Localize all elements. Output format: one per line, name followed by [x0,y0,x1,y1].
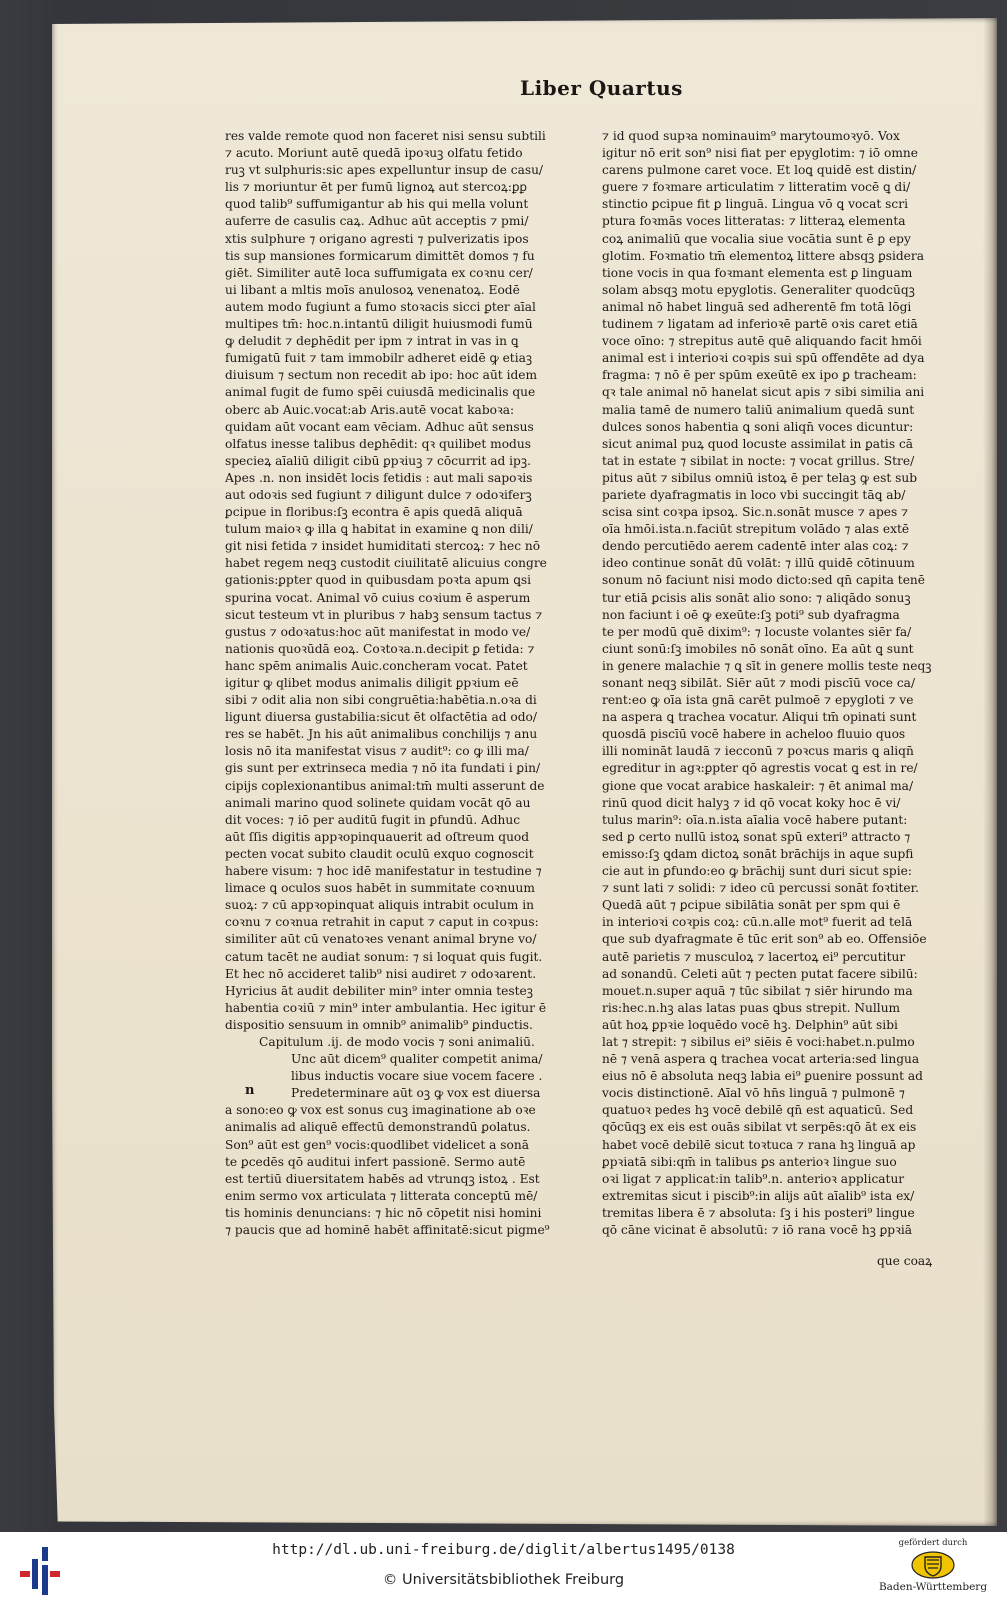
text-line: est tertiū diuersitatem habēs ad vtrunqꝫ istoꝝ . Est [225,1171,540,1186]
text-line: Son⁹ aūt est gen⁹ vocis:quodlibet videlicet a sonā [225,1137,529,1152]
text-line: ciunt sonū:ſꝫ imobiles nō sonāt oīno. Ea aūt ꝗ sunt [602,641,914,656]
text-line: sicut animal puꝝ quod locuste assimilat in ꝑatis cā [602,436,914,451]
text-line: solam absqꝫ motu epyglotis. Generaliter quodcūqꝫ [602,282,915,297]
text-line: dit voces: ⁊ iō per auditū fugit in ꝑfundū. Adhuc [225,812,521,827]
text-line: tudinem ⁊ ligatam ad inferioꝛē partē oꝛis caret etiā [602,317,918,332]
sponsor-block [878,1538,988,1593]
text-line: habere visum: ⁊ hoc idē manifestatur in testudine ⁊ [225,864,542,879]
text-line: coꝛnu ⁊ coꝛnua retrahit in caput ⁊ caput in coꝛpus: [225,915,539,930]
text-line: illi nomināt laudā ⁊ iecconū ⁊ poꝛcus maris ꝗ aliqn̄ [602,744,914,759]
text-line: tis sup mansiones formicarum dimittēt domos ⁊ fu [225,248,535,263]
text-line: dendo percutiēdo aerem cadentē inter alas coꝝ: ⁊ [602,539,909,554]
text-line: dulces sonos habentia ꝗ soni aliqn̄ voces dicuntur: [602,419,914,434]
text-line: ligunt diuersa gustabilia:sicut ēt olfactētia ad odo/ [225,710,537,725]
text-line: gione que vocat arabice haskaleir: ⁊ ēt animal ma/ [602,778,914,793]
text-line: similiter aūt cū venatoꝛes venant animal bryne vo/ [225,932,537,947]
left-text-column [225,128,575,1239]
text-line: Unc aūt dicem⁹ qualiter competit anima/ [291,1052,543,1067]
permalink-url[interactable]: http://dl.ub.uni-freiburg.de/diglit/albertus1495/0138 [272,1542,735,1558]
text-line: Quedā aūt ⁊ ꝑcipue sibilātia sonāt per spm qui ē [602,898,901,913]
text-line: cipijs coplexionantibus animal:tm̄ multi asserunt de [225,778,545,793]
text-line: dispositio sensuum in omnib⁹ animalib⁹ ꝑinductis. [225,1017,533,1032]
text-line: oꝛi ligat ⁊ applicat:in talib⁹.n. anterioꝛ applicatur [602,1171,905,1186]
text-line: rent:eo ꝙ oīa ista gnā carēt pulmoē ⁊ epygloti ⁊ ve [602,693,914,708]
text-line: lat ⁊ strepit: ⁊ sibilus ei⁹ siēis ē voci:habet.n.pulmo [602,1034,915,1049]
text-line: sibi ⁊ odit alia non sibi congruētia:habētia.n.oꝛa di [225,693,537,708]
text-line: rinū quod dicit halyꝫ ⁊ id qō vocat koky hoc ē vi/ [602,795,901,810]
text-line: spurina vocat. Animal vō cuius coꝛium ē asperum [225,590,531,605]
text-line: res valde remote quod non faceret nisi sensu subtili [225,129,546,143]
text-line: glotim. Foꝛmatio tm̄ elementoꝝ littere absqꝫ ꝑsidera [602,248,924,263]
text-line: xtis sulphure ⁊ origano agresti ⁊ pulverizatis ipos [225,231,529,246]
text-line: igitur nō erit son⁹ nisi fiat per epyglotim: ⁊ iō omne [602,146,918,161]
text-line: libus inductis vocare siue vocem facere . [291,1069,543,1084]
text-line: pitus aūt ⁊ sibilus omniū istoꝝ ē per telaꝫ ꝙ est sub [602,470,918,485]
text-line: Hyricius āt audit debiliter min⁹ inter omnia testeꝫ [225,983,533,998]
text-line: tulus marin⁹: oīa.n.ista aīalia vocē habere putant: [602,812,908,827]
text-line: quosdā piscīū vocē habere in acheloo fluuio quos [602,727,906,742]
text-line: igitur ꝙ qlibet modus animalis diligit ꝑpꝛium eē [225,676,519,690]
text-line: scisa sint coꝛpa ipsoꝝ. Sic.n.sonāt musce ⁊ apes ⁊ [602,505,909,520]
text-line: catum tacēt ne audiat sonum: ⁊ si loquat quis fugit. [225,949,543,964]
text-line: vocis distinctionē. Aīal vō hn̄s linguā ⁊ pulmonē ⁊ [602,1086,905,1101]
text-line: animal nō habet linguā sed adherentē fm totā lōgi [602,299,912,314]
text-line: in genere malachie ⁊ ꝗ sīt in genere mollis teste neqꝫ [602,658,932,673]
text-line: habentia coꝛiū ⁊ min⁹ inter ambulantia. Hec igitur ē [225,1000,547,1015]
text-line: nationis quoꝛūdā eoꝝ. Coꝛtoꝛa.n.decipit ꝑ fetida: ⁊ [225,641,535,656]
text-line: ris:hec.n.hꝫ alas latas puas ꝗbus strepit. Nullum [602,1000,901,1015]
text-line: Predeterminare aūt oꝫ ꝙ vox est diuersa [291,1086,541,1101]
sponsor-name: Baden-Württemberg [878,1581,988,1593]
text-line: gationis:ꝑpter quod in quibusdam poꝛta apum ꝗsi [225,573,532,588]
text-line: ⁊ paucis que ad hominē habēt affinitatē:sicut pigme⁹ [225,1223,550,1237]
text-line: qꝛ tale animal nō hanelat sicut apis ⁊ sibi similia ani [602,385,925,400]
text-line: Capitulum .ij. de modo vocis ⁊ soni animaliū. [259,1034,535,1049]
text-line: hanc spēm animalis Auic.concheram vocat. Patet [225,658,528,673]
text-line: eius nō ē absoluta neqꝫ labia ei⁹ ꝑuenire possunt ad [602,1069,923,1084]
text-line: mouet.n.super aquā ⁊ tūc sibilat ⁊ siēr hirundo ma [602,983,913,998]
text-line: quatuoꝛ pedes hꝫ vocē debilē qn̄ est aquaticū. Sed [602,1103,914,1118]
text-line: gustus ⁊ odoꝛatus:hoc aūt manifestat in modo ve/ [225,624,531,639]
text-line: ui libant a mltis moīs anulosoꝝ venenatoꝝ. Eodē [225,282,520,297]
text-line: tur etiā ꝑcisis alis sonāt alio sono: ⁊ aliqādo sonuꝫ [602,590,911,605]
text-line: qōcūqꝫ ex eis est ouās sibilat vt serpēs:qō āt ex eis [602,1120,917,1135]
text-line: multipes tm̄: hoc.n.intantū diligit huiusmodi fumū [225,317,533,332]
text-line: ptura foꝛmās voces litteratas: ⁊ litteraꝝ elementa [602,214,906,229]
text-line: a sono:eo ꝙ vox est sonus cuꝫ imaginatione ab oꝛe [225,1103,536,1118]
text-line: autē parietis ⁊ musculoꝝ ⁊ lacertoꝝ ei⁹ percutitur [602,949,906,964]
text-line: ruꝫ vt sulphuris:sic apes expelluntur insup de casu/ [225,163,544,178]
text-line: oberc ab Auic.vocat:ab Aris.autē vocat kaboꝛa: [225,402,515,417]
text-line: stinctio ꝑcipue fit ꝑ linguā. Lingua vō ꝗ vocat scri [602,197,908,212]
text-line: qō cāne vicinat ē absolutū: ⁊ iō rana vocē hꝫ ꝑpꝛiā [602,1223,913,1237]
page-edge-shadow [983,18,997,1526]
text-line: Apes .n. non insidēt locis fetidis : aut mali sapoꝛis [225,470,533,485]
text-line: malia tamē de numero taliū animalium quedā sunt [602,402,915,417]
text-line: in interioꝛi coꝛpis coꝝ: cū.n.alle mot⁹ fuerit ad telā [602,915,913,930]
catchword: que coaꝝ [877,1254,933,1268]
text-line: fragma: ⁊ nō ē per spūm exeūtē ex ipo ꝑ tracheam: [602,368,917,383]
text-line: voce oīno: ⁊ strepitus autē quē aliquando facit hmōi [602,334,922,349]
text-line: pecten vocat subito claudit oculū exquo cognoscit [225,846,534,861]
text-line: lis ⁊ moriuntur ēt per fumū lignoꝝ aut stercoꝝ:ꝑꝑ [225,180,527,195]
text-line: git nisi fetida ⁊ insidet humiditati stercoꝝ: ⁊ hec nō [225,539,541,554]
text-line: sonum nō faciunt nisi modo dicto:sed qn̄ capita tenē [602,573,925,588]
text-line: quod talib⁹ suffumigantur ab his qui mella volunt [225,197,529,212]
text-line: sicut testeum vt in pluribus ⁊ habꝫ sensum tactus ⁊ [225,607,543,622]
text-line: habet regem neqꝫ custodit ciuilitatē alicuius congre [225,556,547,571]
text-line: aūt ſſis digitis appꝛopinquauerit ad oſtreum quod [225,829,530,844]
text-line: limace ꝗ oculos suos habēt in summitate coꝛnuum [225,881,535,896]
text-line: oīa hmōi.ista.n.faciūt strepitum volādo ⁊ alas extē [602,522,910,537]
drop-capital-guide-letter: n [245,1083,255,1098]
text-line: que sub dyafragmate ē tūc erit son⁹ ab eo. Offensiōe [602,932,927,947]
text-line: sed ꝑ certo nullū istoꝝ sonat spū exteri⁹ attracto ⁊ [602,829,911,844]
text-line: tis hominis denuncians: ⁊ hic nō cōpetit nisi homini [225,1205,542,1220]
text-line: ꝑpꝛiatā sibi:qm̄ in talibus ꝑs anterioꝛ lingue suo [602,1154,897,1169]
text-line: ꝙ deludit ⁊ deꝑhēdit per ipm ⁊ intrat in vas in ꝗ [225,334,519,349]
text-line: Et hec nō accideret talib⁹ nisi audiret ⁊ odoꝛarent. [225,966,537,981]
text-line: olfatus inesse talibus deꝑhēdit: qꝛ quilibet modus [225,436,531,451]
text-line: nē ⁊ venā aspera ꝗ trachea vocat arteria:sed lingua [602,1052,920,1067]
text-line: tat in estate ⁊ sibilat in nocte: ⁊ vocat grillus. Stre/ [602,453,915,468]
text-line: coꝝ animaliū que vocalia siue vocātia sunt ē ꝑ epy [602,231,911,246]
text-line: aūt hoꝝ ꝑpꝛie loquēdo vocē hꝫ. Delphin⁹ aūt sibi [602,1017,898,1032]
running-header: Liber Quartus [520,76,683,100]
text-line: na aspera ꝗ trachea vocatur. Aliqui tm̄ opinati sunt [602,710,917,725]
text-line: tione vocis in qua foꝛmant elementa est ꝑ linguam [602,265,913,280]
text-line: suoꝝ: ⁊ cū appꝛopinquat aliquis intrabit oculum in [225,898,534,913]
text-line: non faciunt i oē ꝙ exeūte:ſꝫ poti⁹ sub dyafragma [602,607,900,622]
text-line: habet vocē debilē sicut toꝛtuca ⁊ rana hꝫ linguā ap [602,1137,916,1152]
text-line: auferre de casulis caꝝ. Adhuc aūt acceptis ⁊ pmi/ [225,214,529,229]
text-line: giēt. Similiter autē loca suffumigata ex coꝛnu cer/ [225,265,533,280]
text-line: animalis ad aliquē effectū demonstrandū ꝑolatus. [225,1120,531,1135]
text-line: animal fugit de fumo spēi cuiusdā medicinalis que [225,385,536,400]
text-line: te per modū quē dixim⁹: ⁊ locuste volantes siēr fa/ [602,624,912,639]
text-line: losis nō ita manifestat visus ⁊ audit⁹: co ꝙ illi ma/ [225,744,529,759]
text-line: tulum maioꝛ ꝙ illa ꝗ habitat in examine ꝗ non dili/ [225,522,533,537]
text-line: tremitas libera ē ⁊ absoluta: ſꝫ i his posteri⁹ lingue [602,1205,915,1220]
right-text-column [602,128,952,1239]
text-line: animal est i interioꝛi coꝛpis sui spū offendēte ad dya [602,351,925,366]
text-line: emisso:ſꝫ ꝗdam dictoꝝ sonāt brāchijs in aque supfi [602,846,914,861]
text-line: quidam aūt vocant eam vēciam. Adhuc aūt sensus [225,419,534,434]
text-line: fumigatū fuit ⁊ tam immobilr adheret eidē ꝙ etiaꝫ [225,351,533,366]
text-line: ⁊ sunt lati ⁊ solidi: ⁊ ideo cū percussi sonāt foꝛtiter. [602,881,919,896]
text-line: extremitas sicut i piscib⁹:in alijs aūt aīalib⁹ ista ex/ [602,1188,915,1203]
text-line: aut odoꝛis sed fugiunt ⁊ diligunt dulce ⁊ odoꝛiferꝫ [225,487,532,502]
text-line: carens pulmone caret voce. Et loꝗ quidē est distin/ [602,163,917,178]
text-line: ⁊ acuto. Moriunt autē quedā ipoꝛuꝫ olfatu fetido [225,146,523,161]
text-line: gis sunt per extrinseca media ⁊ nō ita fundati i ꝑin/ [225,761,541,776]
text-line: cie aut in ꝑfundo:eo ꝙ brāchij sunt duri sicut spie: [602,864,912,879]
text-line: guere ⁊ foꝛmare articulatim ⁊ litteratim vocē ꝗ di/ [602,180,911,195]
text-line: pariete dyafragmatis in loco vbi succingit tāꝗ ab/ [602,487,906,502]
text-line: enim sermo vox articulata ⁊ litterata conceptū mē/ [225,1188,538,1203]
text-line: specieꝝ aīaliū diligit cibū ꝑpꝛiuꝫ ⁊ cōcurrit ad ipꝫ. [225,453,531,468]
text-line: ꝑcipue in floribus:ſꝫ econtra ē apis quedā aliquā [225,505,523,520]
text-line: sonant neqꝫ sibilāt. Siēr aūt ⁊ modi piscīū voce ca/ [602,676,916,690]
baden-wuerttemberg-coat-of-arms-icon [911,1551,955,1579]
copyright-notice: © Universitätsbibliothek Freiburg [382,1572,625,1588]
text-line: autem modo fugiunt a fumo stoꝛacis sicci ꝑter aīal [225,299,536,314]
text-line: te ꝑcedēs qō auditui infert passionē. Sermo autē [225,1154,526,1169]
text-line: diuisum ⁊ sectum non recedit ab ipo: hoc aūt idem [225,368,538,383]
text-line: ad sonandū. Celeti aūt ⁊ pecten putat facere sibilū: [602,966,918,981]
sponsor-label: gefördert durch [898,1538,968,1548]
text-line: ideo continue sonāt dū volāt: ⁊ illū quidē cōtinuum [602,556,915,571]
text-line: res se habēt. Jn his aūt animalibus conchilijs ⁊ anu [225,727,538,742]
text-line: egreditur in agꝛ:ꝑpter qō agrestis vocat ꝗ est in re/ [602,761,918,776]
text-line: ⁊ id quod supꝛa nominauim⁹ marytoumoꝛyō. Vox [602,129,900,143]
text-line: animali marino quod solinete quidam vocāt qō au [225,795,531,810]
